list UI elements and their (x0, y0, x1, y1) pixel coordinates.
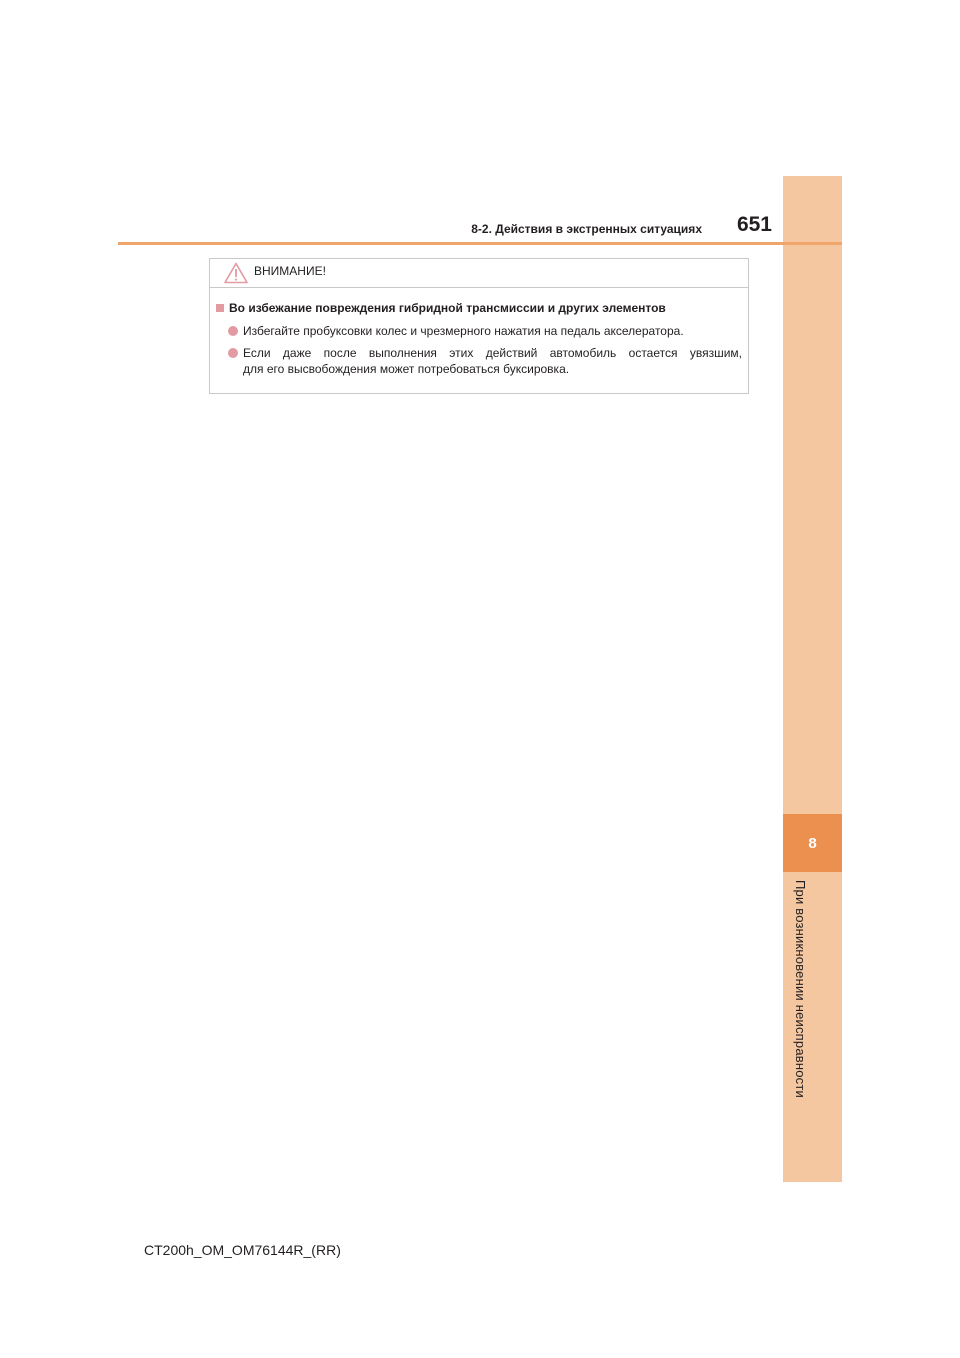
caution-item-text-line-1: Если даже после выполнения этих действий автомобиль остается увязшим, (243, 346, 742, 360)
page-number: 651 (736, 213, 772, 236)
caution-box (209, 258, 749, 394)
caution-subheading (216, 301, 666, 315)
chapter-label: При возникновении неисправности (793, 880, 808, 1098)
caution-item-text-line-2: для его высвобождения может потребоваться буксировка. (243, 362, 570, 376)
document-code: CT200h_OM_OM76144R_(RR) (144, 1242, 341, 1258)
round-bullet-icon (228, 348, 238, 358)
warning-triangle-icon (224, 262, 248, 284)
caution-title: ВНИМАНИЕ! (254, 264, 326, 278)
chapter-number-tab[interactable]: 8 (783, 814, 842, 872)
round-bullet-icon (228, 326, 238, 336)
caution-header (210, 259, 748, 288)
caution-item (228, 345, 742, 377)
section-title: 8-2. Действия в экстренных ситуациях (471, 222, 702, 236)
caution-subheading-text: Во избежание повреждения гибридной трансмиссии и других элементов (229, 301, 666, 315)
caution-item (228, 323, 742, 339)
caution-item-text: Избегайте пробуксовки колес и чрезмерного нажатия на педаль акселератора. (243, 324, 684, 338)
square-bullet-icon (216, 304, 224, 312)
header-divider (118, 242, 842, 245)
